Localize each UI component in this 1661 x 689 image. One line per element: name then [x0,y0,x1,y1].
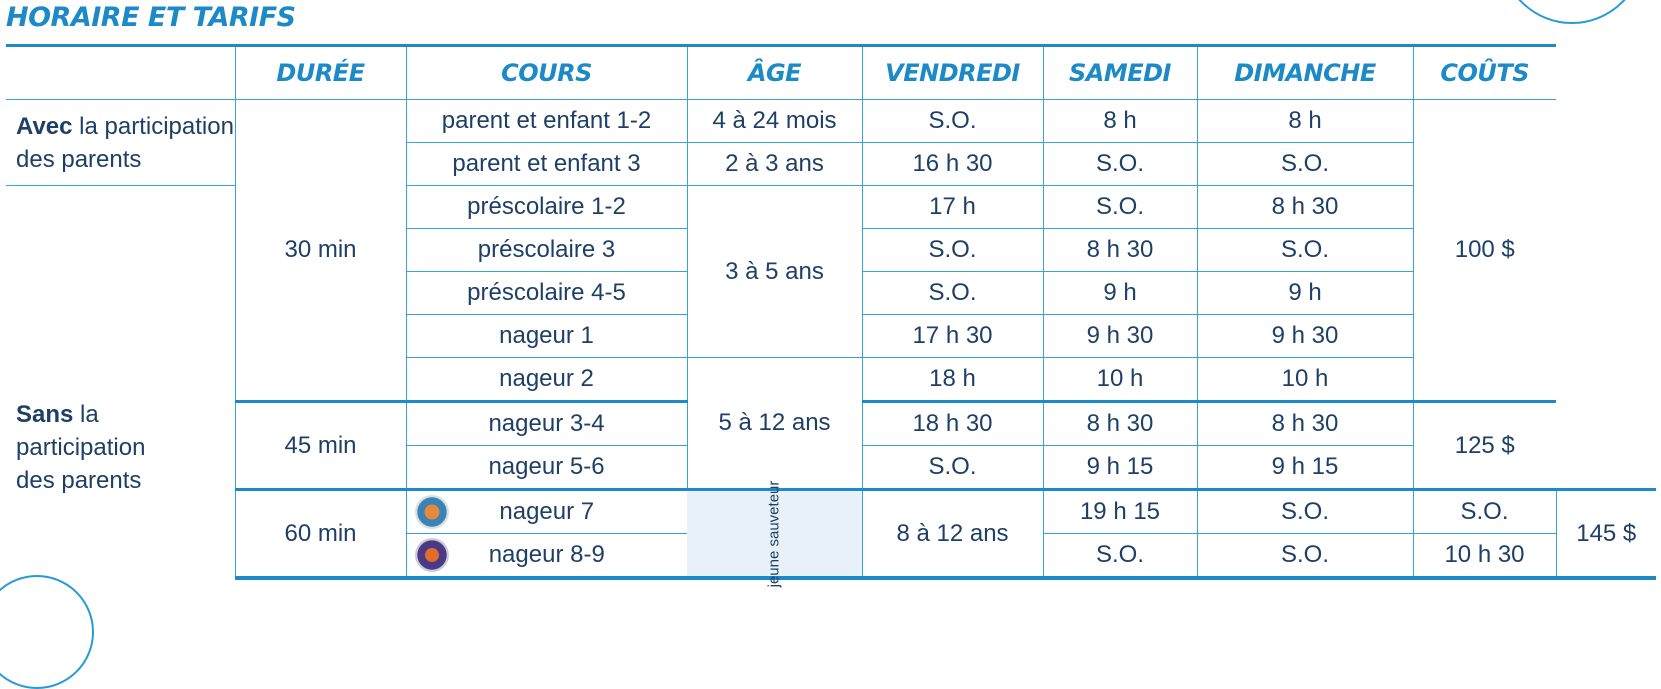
cours-label: nageur 7 [499,498,595,525]
dimanche-cell: S.O. [1413,490,1556,534]
samedi-cell: 8 h 30 [1043,402,1197,446]
samedi-cell: 8 h [1043,100,1197,143]
sans-participation-cell [6,186,235,579]
dimanche-cell: 8 h 30 [1197,402,1413,446]
dimanche-cell: 10 h [1197,358,1413,402]
samedi-cell: S.O. [1043,143,1197,186]
age-cell: 8 à 12 ans [862,490,1043,579]
header-samedi: SAMEDI [1043,46,1197,100]
vendredi-cell: 17 h [862,186,1043,229]
samedi-cell: 9 h [1043,272,1197,315]
cours-cell: parent et enfant 1-2 [406,100,687,143]
age-cell: 5 à 12 ans [687,358,862,490]
samedi-cell: 10 h [1043,358,1197,402]
header-row [6,46,1656,100]
cours-cell: nageur 2 [406,358,687,402]
dimanche-cell: S.O. [1197,143,1413,186]
decorative-circle-top-right [1500,0,1644,24]
duree-cell: 60 min [235,490,406,579]
vendredi-cell: S.O. [1043,534,1197,579]
dimanche-cell: 9 h 15 [1197,446,1413,490]
vendredi-cell: 18 h [862,358,1043,402]
header-couts: COÛTS [1413,46,1556,100]
cours-cell: préscolaire 1-2 [406,186,687,229]
vendredi-cell: S.O. [862,272,1043,315]
header-duree: DURÉE [235,46,406,100]
cout-cell: 125 $ [1413,402,1556,490]
dimanche-cell: S.O. [1197,229,1413,272]
age-cell: 2 à 3 ans [687,143,862,186]
header-vendredi: VENDREDI [862,46,1043,100]
sans-label: Sans [16,400,74,428]
dimanche-cell: 8 h 30 [1197,186,1413,229]
dimanche-cell: 8 h [1197,100,1413,143]
vendredi-cell: S.O. [862,446,1043,490]
cours-cell: préscolaire 3 [406,229,687,272]
jeune-sauveteur-label [687,480,862,587]
duree-cell: 45 min [235,402,406,490]
cout-cell: 145 $ [1556,490,1656,579]
age-cell: 3 à 5 ans [687,186,862,358]
cours-cell: parent et enfant 3 [406,143,687,186]
duree-cell: 30 min [235,100,406,402]
sans-text: la participation des parents [16,400,146,494]
schedule-table [6,44,1656,587]
samedi-cell: S.O. [1197,490,1413,534]
cours-label: nageur 8-9 [488,541,605,568]
header-age: ÂGE [687,46,862,100]
samedi-cell: S.O. [1197,534,1413,579]
page-title: HORAIRE ET TARIFS [6,2,296,33]
cout-cell: 100 $ [1413,100,1556,402]
cours-cell-nageur-7 [406,490,687,534]
samedi-cell: 8 h 30 [1043,229,1197,272]
cours-cell-nageur-8-9 [406,534,687,579]
dimanche-cell: 9 h 30 [1197,315,1413,358]
vendredi-cell: 19 h 15 [1043,490,1197,534]
samedi-cell: 9 h 15 [1043,446,1197,490]
swimmer-badge-7-icon [415,495,449,529]
cours-cell: nageur 3-4 [406,402,687,446]
header-participation [6,46,235,100]
age-cell: 4 à 24 mois [687,100,862,143]
avec-label: Avec [16,112,73,140]
table-row [6,100,1656,143]
dimanche-cell: 10 h 30 [1413,534,1556,579]
vendredi-cell: 18 h 30 [862,402,1043,446]
swimmer-badge-8-9-icon [415,538,449,572]
decorative-circle-bottom-left [0,575,94,689]
header-cours: COURS [406,46,687,100]
vendredi-cell: S.O. [862,229,1043,272]
vendredi-cell: 17 h 30 [862,315,1043,358]
avec-participation-cell [6,100,235,186]
table-row [6,490,1656,534]
cours-cell: nageur 1 [406,315,687,358]
jeune-sauveteur-text: jeune sauveteur [765,480,783,587]
header-dimanche: DIMANCHE [1197,46,1413,100]
cours-cell: nageur 5-6 [406,446,687,490]
vendredi-cell: 16 h 30 [862,143,1043,186]
samedi-cell: 9 h 30 [1043,315,1197,358]
samedi-cell: S.O. [1043,186,1197,229]
dimanche-cell: 9 h [1197,272,1413,315]
avec-text: la participation des parents [16,112,234,173]
cours-cell: préscolaire 4-5 [406,272,687,315]
vendredi-cell: S.O. [862,100,1043,143]
